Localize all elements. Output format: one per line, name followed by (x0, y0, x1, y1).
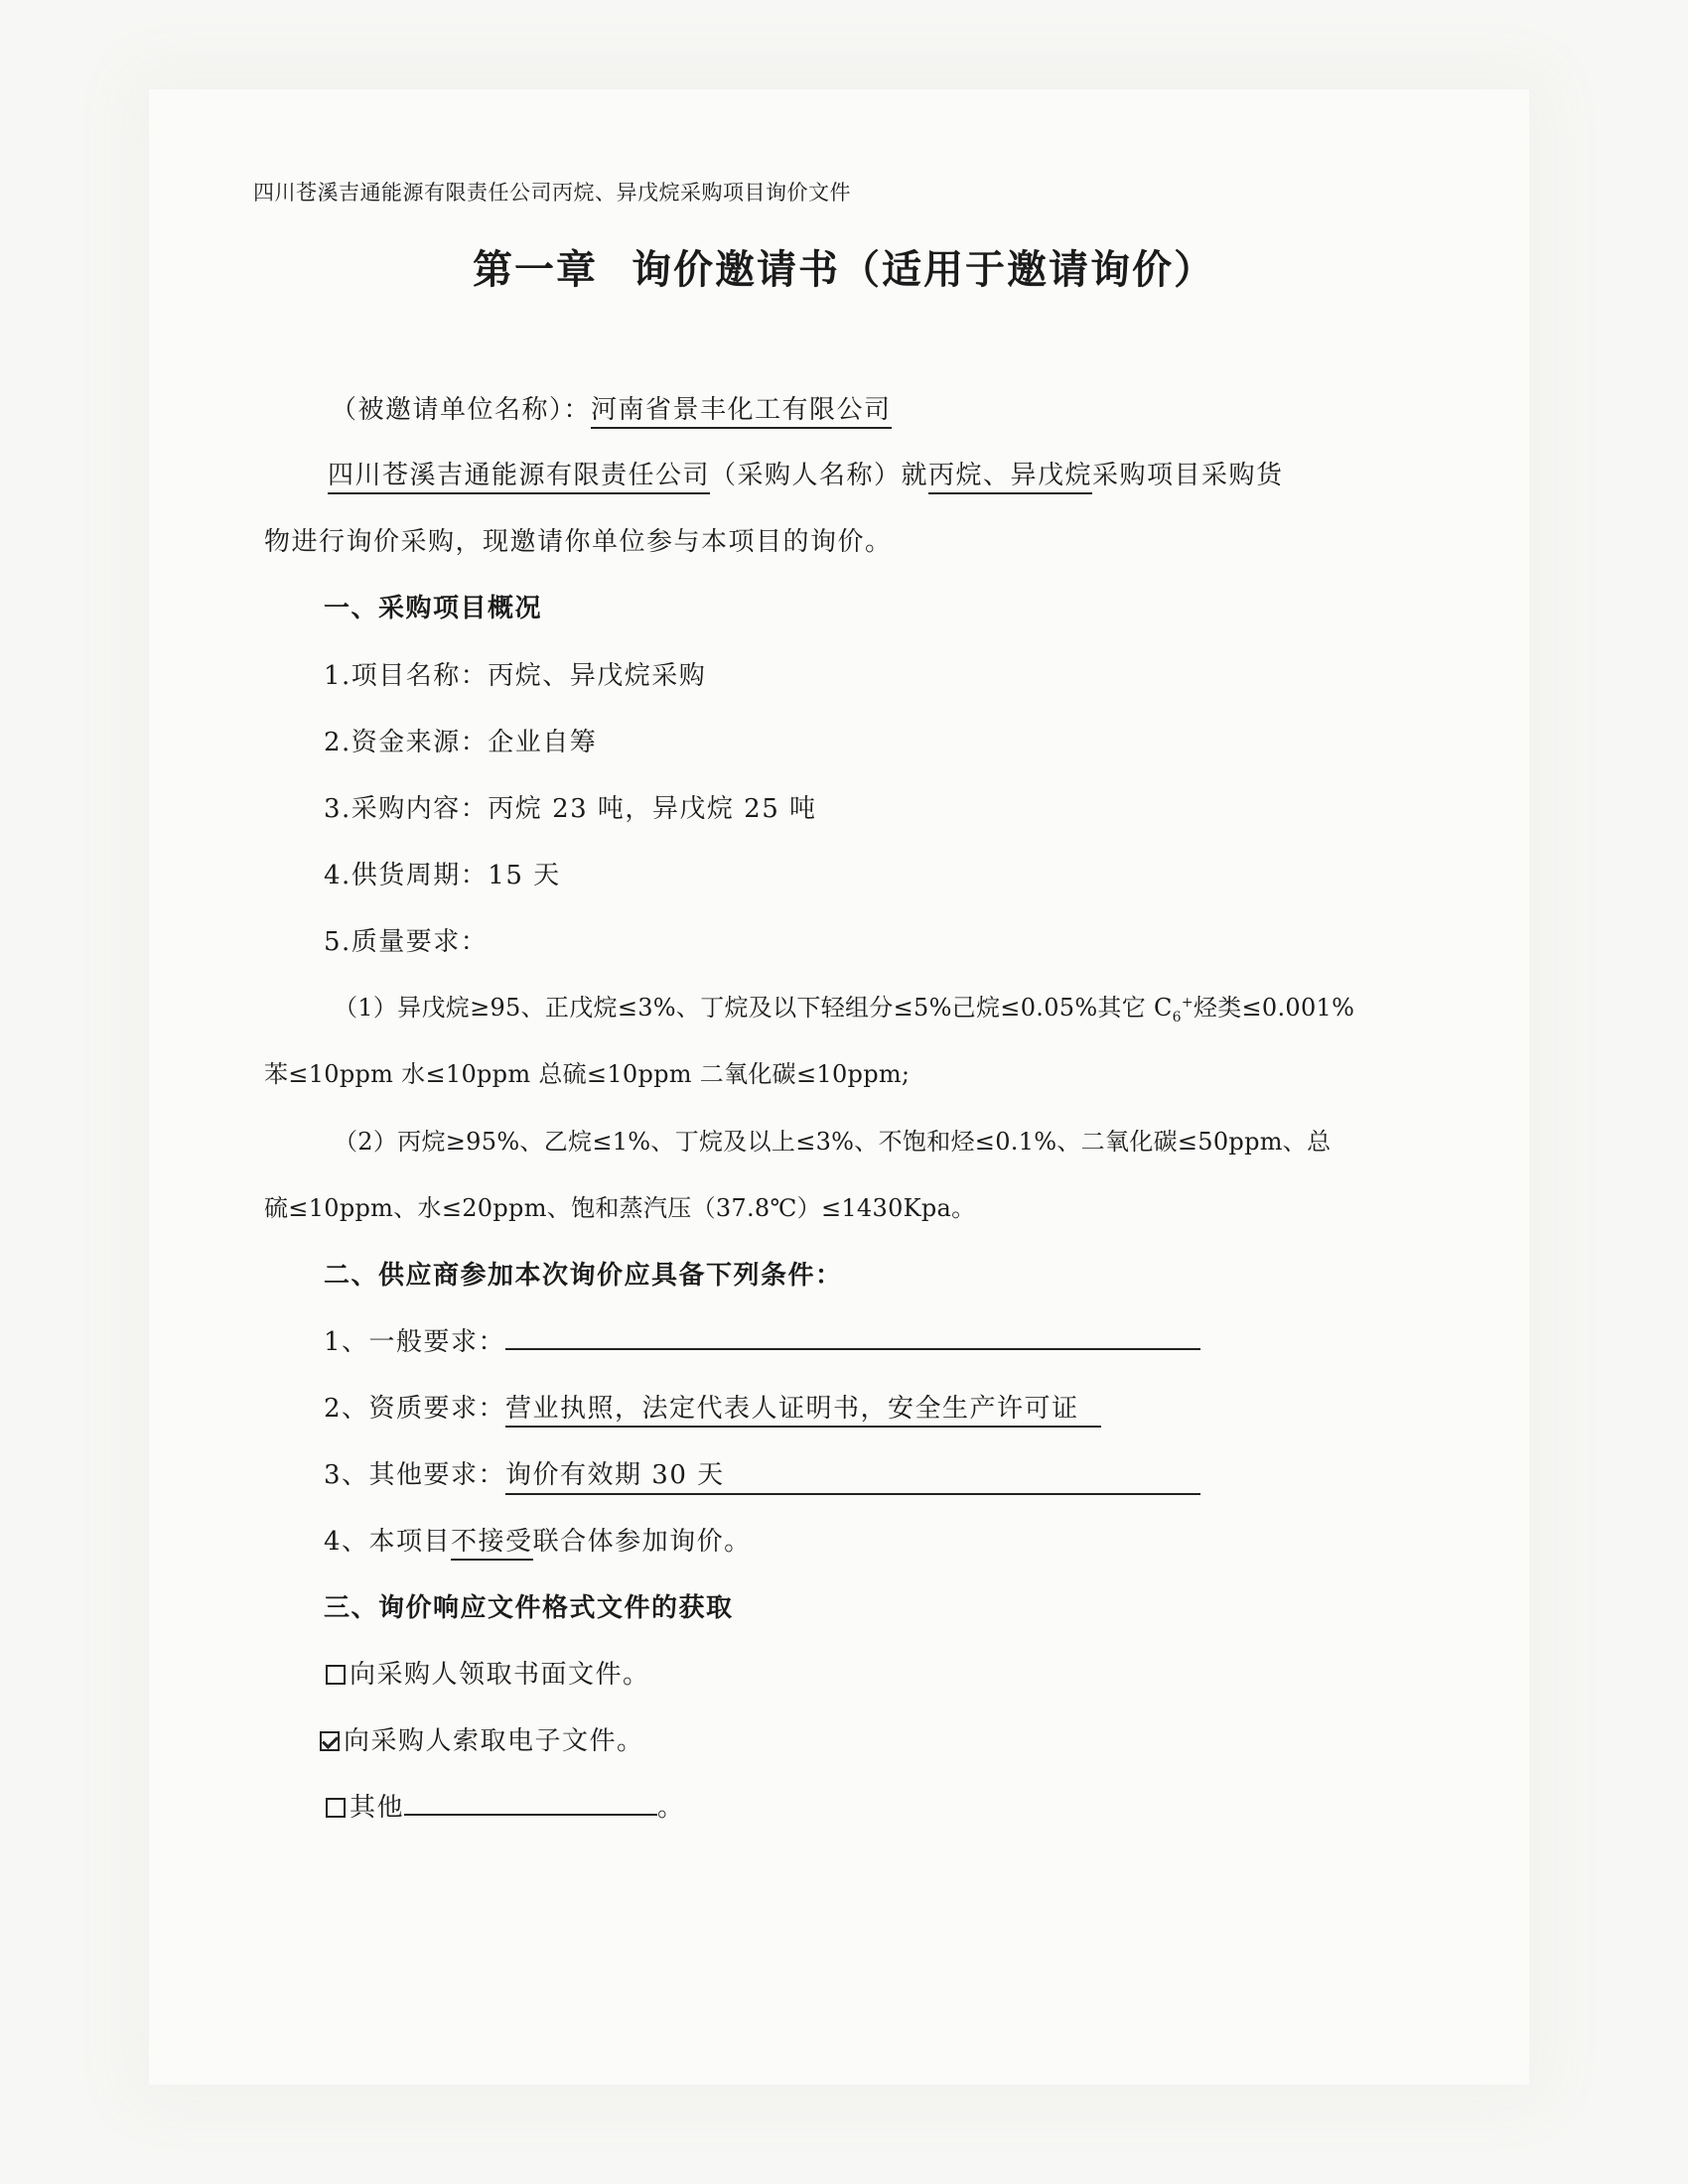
other-req-line (324, 1454, 1200, 1495)
section2-heading: 二、供应商参加本次询价应具备下列条件： (324, 1261, 843, 1291)
option-electronic-file (320, 1720, 644, 1757)
req1-line-1 (334, 988, 1354, 1025)
qualification-line (324, 1388, 1101, 1425)
purchaser-label: （采购人名称）就 (710, 461, 929, 490)
checkbox-empty-icon[interactable] (326, 1798, 346, 1818)
invitee-label: （被邀请单位名称）： (331, 395, 592, 425)
invitee-line (331, 389, 892, 426)
req1-superscript: + (1181, 995, 1194, 1011)
checkbox-empty-icon[interactable] (326, 1665, 346, 1685)
option-other-label: 其他 (350, 1793, 405, 1823)
req2-line-2: 硫≤10ppm、水≤20ppm、饱和蒸汽压（37.8℃）≤1430Kpa。 (264, 1194, 976, 1222)
supply-period-item: 4.供货周期：15 天 (324, 861, 561, 890)
quality-req-item: 5.质量要求： (324, 927, 489, 957)
req1-text-b: 烃类≤0.001% (1193, 994, 1355, 1022)
other-req-label: 3、其他要求： (324, 1460, 506, 1490)
intro-line-2: 物进行询价采购，现邀请你单位参与本项目的询价。 (264, 527, 893, 557)
chapter-title: 询价邀请书（适用于邀请询价） (632, 246, 1215, 293)
consortium-text-a: 4、本项目 (324, 1527, 452, 1557)
general-req-line (324, 1321, 1200, 1358)
consortium-not-accepted: 不接受 (451, 1527, 533, 1561)
purchaser-name: 四川苍溪吉通能源有限责任公司 (328, 461, 710, 494)
general-req-label: 1、一般要求： (324, 1327, 506, 1357)
other-req-value: 询价有效期 30 天 (505, 1454, 1200, 1495)
section1-heading: 一、采购项目概况 (324, 594, 543, 623)
fund-source-item: 2.资金来源：企业自筹 (324, 728, 598, 757)
checkbox-checked-icon[interactable] (320, 1731, 340, 1751)
req1-line-2: 苯≤10ppm 水≤10ppm 总硫≤10ppm 二氧化碳≤10ppm; (264, 1060, 911, 1088)
option-electronic-label: 向采购人索取电子文件。 (344, 1726, 644, 1756)
req1-subscript: 6 (1172, 1009, 1182, 1025)
project-name: 丙烷、异戊烷 (928, 461, 1092, 494)
project-name-item: 1.项目名称：丙烷、异戊烷采购 (324, 661, 707, 691)
consortium-line (324, 1521, 752, 1558)
qualification-label: 2、资质要求： (324, 1394, 506, 1424)
section3-heading: 三、询价响应文件格式文件的获取 (324, 1593, 734, 1623)
intro-line-1 (328, 455, 1284, 491)
option-other-blank (404, 1788, 657, 1816)
chapter-number: 第一章 (473, 246, 598, 293)
document-header: 四川苍溪吉通能源有限责任公司丙烷、异戊烷采购项目询价文件 (253, 181, 851, 205)
req1-text-a: （1）异戊烷≥95、正戊烷≤3%、丁烷及以下轻组分≤5%己烷≤0.05%其它 C (334, 994, 1173, 1022)
purchase-content-item: 3.采购内容：丙烷 23 吨，异戊烷 25 吨 (324, 794, 817, 824)
intro-line-1-tail: 采购项目采购货 (1092, 461, 1284, 490)
option-paper-file (326, 1654, 650, 1691)
page-title (0, 238, 1688, 295)
qualification-value: 营业执照，法定代表人证明书，安全生产许可证 (505, 1394, 1101, 1428)
invitee-name: 河南省景丰化工有限公司 (591, 395, 892, 429)
consortium-text-c: 联合体参加询价。 (532, 1527, 752, 1557)
option-other (326, 1787, 685, 1824)
req2-line-1: （2）丙烷≥95%、乙烷≤1%、丁烷及以上≤3%、不饱和烃≤0.1%、二氧化碳≤50ppm、总 (334, 1128, 1332, 1156)
option-paper-label: 向采购人领取书面文件。 (350, 1660, 650, 1690)
general-req-blank (505, 1322, 1200, 1350)
option-other-tail: 。 (657, 1793, 685, 1823)
